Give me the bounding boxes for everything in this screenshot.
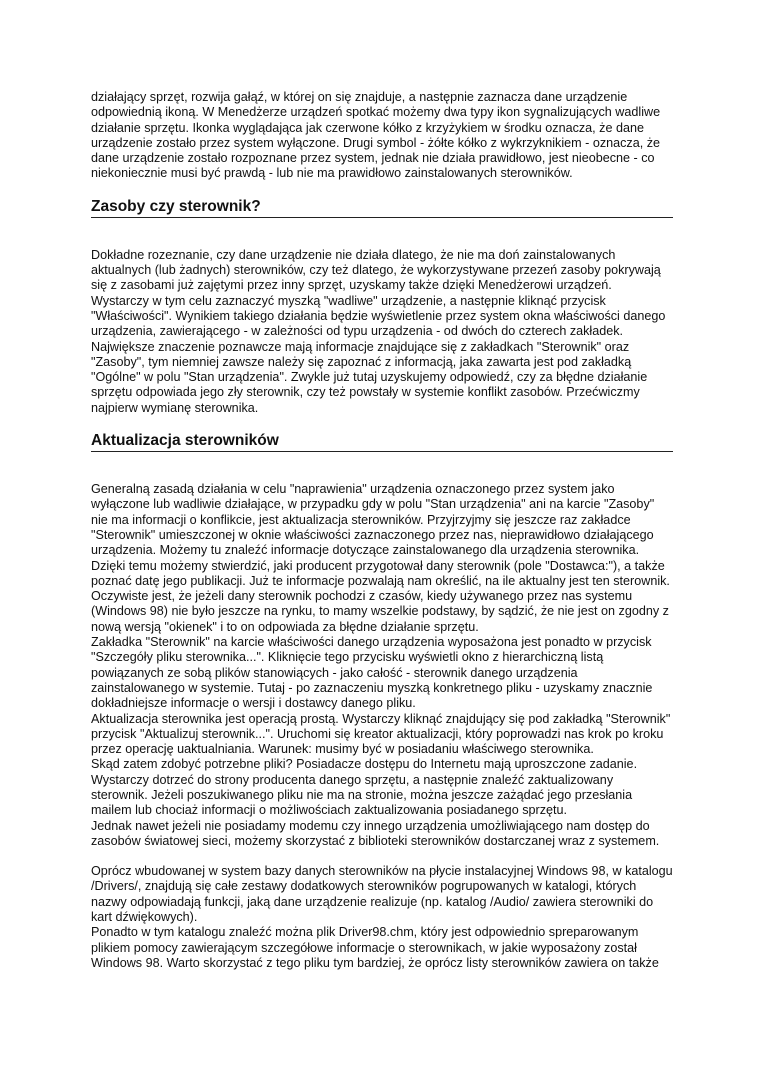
- section-heading-aktualizacja: Aktualizacja sterowników: [91, 432, 673, 452]
- paragraph: Ponadto w tym katalogu znaleźć można plik Driver98.chm, który jest odpowiednio spreparowanym plikiem pomocy zawierającym szczegółowe informacje o sterownikach, w jakie wyposażony został Windows 98. Warto skorzystać z tego pliku tym bardziej, że oprócz listy sterowników zawiera on także: [91, 925, 659, 970]
- section-aktualizacja-body: [91, 482, 673, 849]
- paragraph: Oprócz wbudowanej w system bazy danych sterowników na płycie instalacyjnej Windows 98, w katalogu /Drivers/, znajdują się całe zestawy dodatkowych sterowników pogrupowanych w katalogi, których nazwy odpowiadają funkcji, jaką dane urządzenie realizuje (np. katalog /Audio/ zawiera sterowniki do kart dźwiękowych).: [91, 864, 673, 925]
- paragraph: Największe znaczenie poznawcze mają informacje znajdujące się z zakładkach "Sterownik" oraz "Zasoby", tym niemniej zawsze należy się zapoznać z informacją, jaka zawarta jest pod zakładką "Ogólne" w polu "Stan urządzenia". Zwykle już tutaj uzyskujemy odpowiedź, czy za błędne działanie sprzętu odpowiada jego zły sterownik, czy też powstały w systemie konflikt zasobów. Przećwiczmy najpierw wymianę sterownika.: [91, 339, 648, 415]
- paragraph: Aktualizacja sterownika jest operacją prostą. Wystarczy kliknąć znajdujący się pod zakładką "Sterownik" przycisk "Aktualizuj sterownik...". Uruchomi się kreator aktualizacji, który poprowadzi nas krok po kroku przez operację uaktualniania. Warunek: musimy być w posiadaniu właściwego sterownika.: [91, 711, 671, 757]
- section-zasoby-body: [91, 248, 673, 416]
- paragraph: Zakładka "Sterownik" na karcie właściwości danego urządzenia wyposażona jest ponadto w przycisk "Szczegóły pliku sterownika...". Kliknięcie tego przycisku wyświetli okno z hierarchiczną listą powiązanych ze sobą plików stanowiących - jako całość - sterownik danego urządzenia zainstalowanego w systemie. Tutaj - po zaznaczeniu myszką konkretnego pliku - uzyskamy znacznie dokładniejsze informacje o wersji i dostawcy danego pliku.: [91, 635, 653, 711]
- paragraph: Skąd zatem zdobyć potrzebne pliki? Posiadacze dostępu do Internetu mają uproszczone zadanie. Wystarczy dotrzeć do strony producenta danego sprzętu, a następnie znaleźć zaktualizowany sterownik. Jeżeli poszukiwanego pliku nie ma na stronie, można jeszcze zażądać jego przesłania mailem lub chociaż informacji o możliwościach zaktualizowania posiadanego sprzętu.: [91, 757, 638, 818]
- section-heading-zasoby: Zasoby czy sterownik?: [91, 198, 673, 218]
- document-page: [91, 90, 673, 971]
- intro-paragraph: działający sprzęt, rozwija gałąź, w której on się znajduje, a następnie zaznacza dane urządzenie odpowiednią ikoną. W Menedżerze urządzeń spotkać możemy dwa typy ikon sygnalizujących wadliwe działanie sprzętu. Ikonka wyglądająca jak czerwone kółko z krzyżykiem w środku oznacza, że dane urządzenie zostało przez system wyłączone. Drugi symbol - żółte kółko z wykrzyknikiem - oznacza, że dane urządzenie zostało rozpoznane przez system, jednak nie działa prawidłowo, jest nieobecne - co niekoniecznie musi być prawdą - lub nie ma prawidłowo zainstalowanych sterowników.: [91, 90, 661, 181]
- section-drivers-body: [91, 864, 673, 971]
- paragraph: Jednak nawet jeżeli nie posiadamy modemu czy innego urządzenia umożliwiającego nam dostęp do zasobów światowej sieci, możemy skorzystać z biblioteki sterowników dostarczanej wraz z systemem.: [91, 818, 660, 848]
- paragraph: Dokładne rozeznanie, czy dane urządzenie nie działa dlatego, że nie ma doń zainstalowanych aktualnych (lub żadnych) sterowników, czy też dlatego, że wykorzystywane przezeń zasoby pokrywają się z zasobami już zajętymi przez inny sprzęt, uzyskamy także dzięki Menedżerowi urządzeń. Wystarczy w tym celu zaznaczyć myszką "wadliwe" urządzenie, a następnie kliknąć przycisk "Właściwości". Wynikiem takiego działania będzie wyświetlenie przez system okna właściwości danego urządzenia, zawierającego - w zależności od typu urządzenia - od dwóch do czterech zakładek.: [91, 247, 666, 339]
- paragraph: Generalną zasadą działania w celu "naprawienia" urządzenia oznaczonego przez system jako wyłączone lub wadliwie działające, w przypadku gdy w polu "Stan urządzenia" ani na karcie "Zasoby" nie ma informacji o konflikcie, jest aktualizacja sterowników. Przyjrzyjmy się jeszcze raz zakładce "Sterownik" umieszczonej w oknie właściwości zaznaczonego przez nas, nieprawidłowo działającego urządzenia. Możemy tu znaleźć informacje dotyczące zainstalowanego dla urządzenia sterownika. Dzięki temu możemy stwierdzić, jaki producent przygotował dany sterownik (pole "Dostawca:"), a także poznać datę jego publikacji. Już te informacje pozwalają nam określić, na ile aktualny jest ten sterownik. Oczywiste jest, że jeżeli dany sterownik pochodzi z czasów, kiedy używanego przez nas systemu (Windows 98) nie było jeszcze na rynku, to mamy wszelkie podstawy, by sądzić, że nie jest on zgodny z nową wersją "okienek" i to on odpowiada za błędne działanie sprzętu.: [91, 482, 670, 634]
